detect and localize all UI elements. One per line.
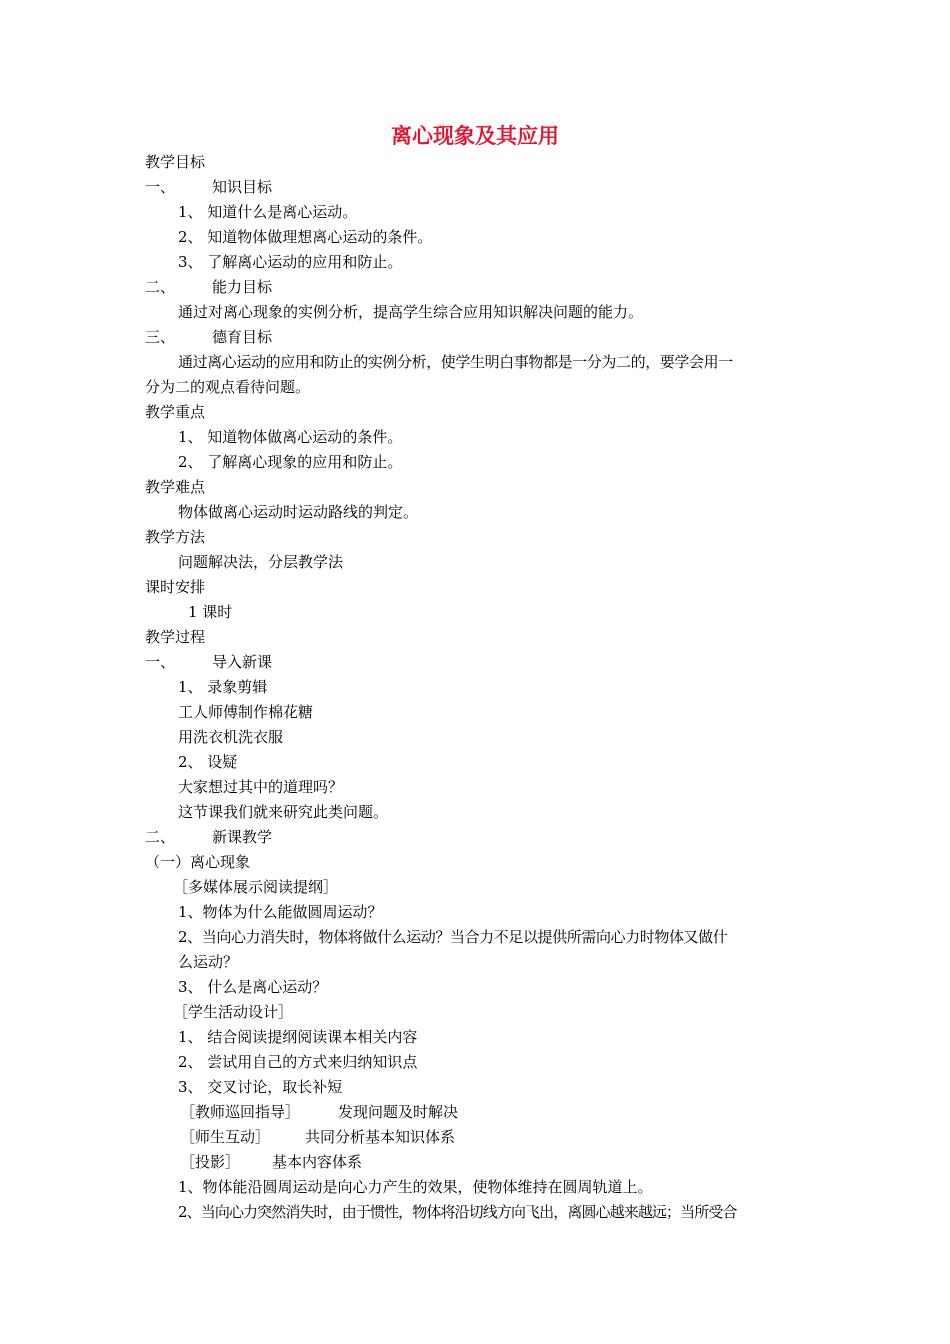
paragraph-line: 工人师傅制作棉花糖 [178, 703, 314, 721]
list-item: 3、 交叉讨论，取长补短 [178, 1078, 343, 1096]
section-number: 三、 [145, 328, 176, 346]
section-heading: 教学方法 [145, 528, 206, 546]
list-item: 1、 知道物体做离心运动的条件。 [178, 428, 403, 446]
list-item: 1、 知道什么是离心运动。 [178, 203, 358, 221]
list-item: 3、 什么是离心运动？ [178, 978, 328, 996]
subsection-heading: 能力目标 [212, 278, 273, 296]
bracket-label: ［教师巡回指导］ [180, 1103, 301, 1121]
paragraph-line: 通过离心运动的应用和防止的实例分析，使学生明白事物都是一分为二的，要学会用一 [178, 353, 733, 371]
paragraph-line: 问题解决法，分层教学法 [178, 553, 344, 571]
list-item: 2、当向心力消失时，物体将做什么运动？当合力不足以提供所需向心力时物体又做什 [178, 928, 728, 946]
paragraph-line: ［学生活动设计］ [173, 1003, 294, 1021]
section-number: 一、 [145, 178, 176, 196]
section-heading: 教学重点 [145, 403, 206, 421]
section-heading: 教学难点 [145, 478, 206, 496]
paragraph-line: 通过对离心现象的实例分析，提高学生综合应用知识解决问题的能力。 [178, 303, 644, 321]
subsection-heading: 导入新课 [212, 653, 273, 671]
paragraph-line: 发现问题及时解决 [338, 1103, 459, 1121]
section-number: 二、 [145, 828, 176, 846]
list-item: 2、当向心力突然消失时，由于惯性，物体将沿切线方向飞出，离圆心越来越远；当所受合 [178, 1203, 737, 1221]
list-item: 2、 尝试用自己的方式来归纳知识点 [178, 1053, 418, 1071]
section-number: 二、 [145, 278, 176, 296]
paragraph-line: 分为二的观点看待问题。 [145, 378, 311, 396]
section-heading: 教学目标 [145, 153, 206, 171]
list-item: 3、 了解离心运动的应用和防止。 [178, 253, 403, 271]
list-item: 1、 录象剪辑 [178, 678, 268, 696]
list-item: 1、 结合阅读提纲阅读课本相关内容 [178, 1028, 418, 1046]
subsection-heading: 新课教学 [212, 828, 273, 846]
section-heading: 课时安排 [145, 578, 206, 596]
paragraph-line: ［多媒体展示阅读提纲］ [173, 878, 339, 896]
list-item: 2、 了解离心现象的应用和防止。 [178, 453, 403, 471]
paragraph-line: 1 课时 [188, 603, 233, 621]
bracket-label: ［投影］ [180, 1153, 241, 1171]
paragraph-line: 这节课我们就来研究此类问题。 [178, 803, 389, 821]
subsection-heading: 德育目标 [212, 328, 273, 346]
list-item: 1、物体能沿圆周运动是向心力产生的效果，使物体维持在圆周轨道上。 [178, 1178, 653, 1196]
list-item: 2、 知道物体做理想离心运动的条件。 [178, 228, 433, 246]
document-title: 离心现象及其应用 [391, 124, 559, 148]
section-number: 一、 [145, 653, 176, 671]
paragraph-line: 大家想过其中的道理吗？ [178, 778, 344, 796]
subsection-heading: （一）离心现象 [145, 853, 251, 871]
paragraph-line: 物体做离心运动时运动路线的判定。 [178, 503, 419, 521]
list-item: 2、 设疑 [178, 753, 238, 771]
bracket-label: ［师生互动］ [180, 1128, 271, 1146]
paragraph-line: 么运动？ [178, 953, 239, 971]
section-heading: 教学过程 [145, 628, 206, 646]
subsection-heading: 知识目标 [212, 178, 273, 196]
paragraph-line: 用洗衣机洗衣服 [178, 728, 284, 746]
paragraph-line: 基本内容体系 [272, 1153, 363, 1171]
list-item: 1、物体为什么能做圆周运动？ [178, 903, 383, 921]
paragraph-line: 共同分析基本知识体系 [305, 1128, 456, 1146]
